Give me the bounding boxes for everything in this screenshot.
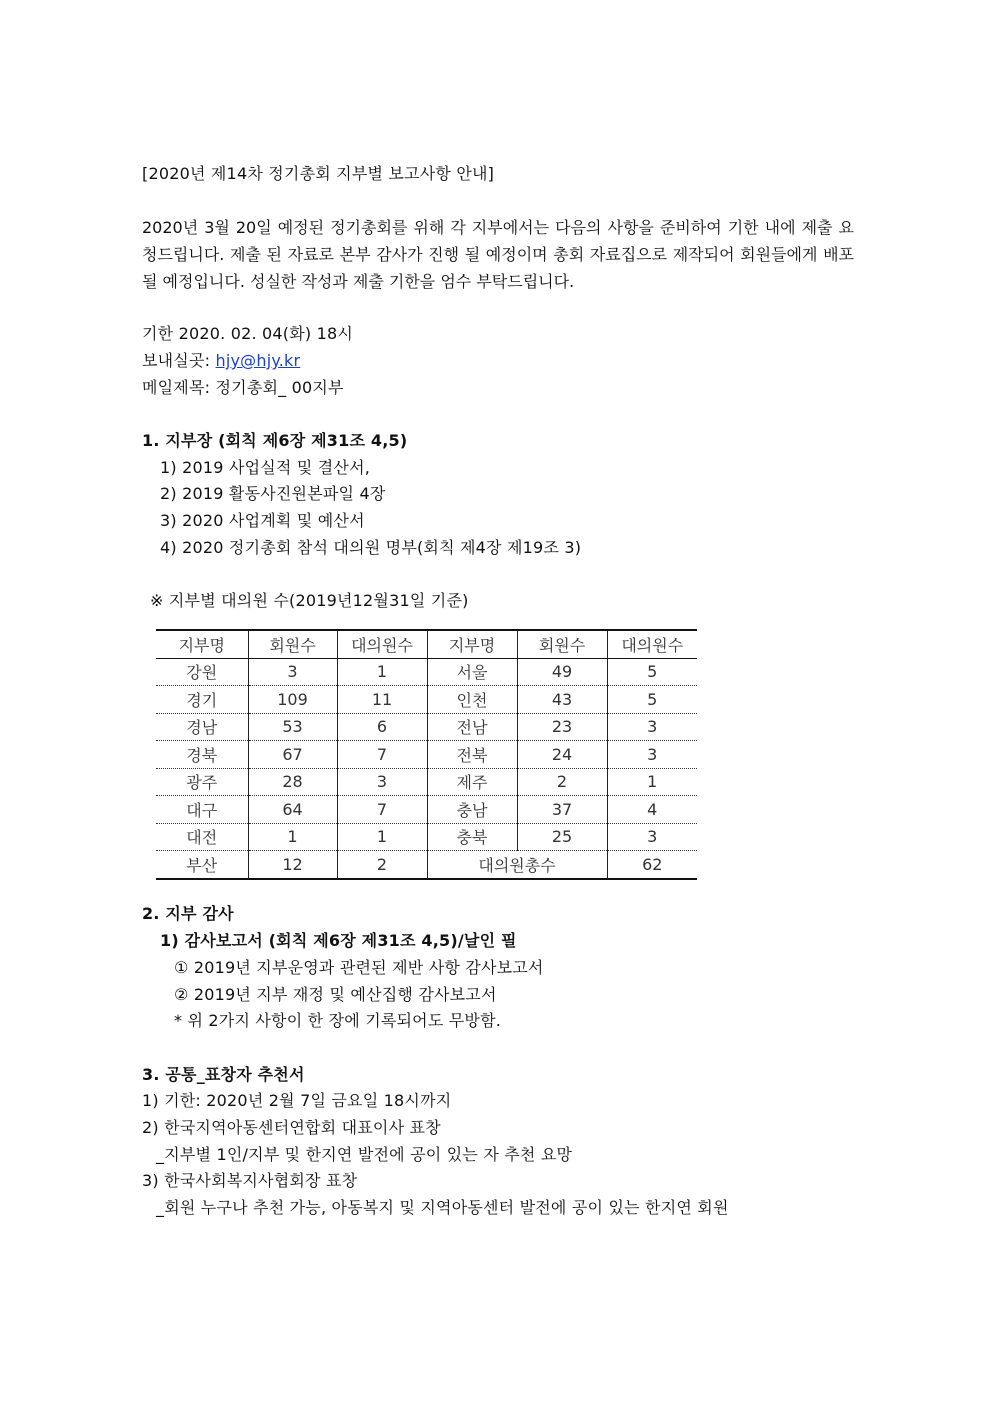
table-cell: 67 [248, 741, 337, 769]
section3-line: 1) 기한: 2020년 2월 7일 금요일 18시까지 [142, 1091, 452, 1110]
table-row [156, 658, 697, 686]
table-cell: 109 [248, 686, 337, 714]
header-cell: 회원수 [517, 630, 607, 658]
table-cell: 서울 [427, 658, 517, 686]
table-cell: 6 [337, 713, 427, 741]
table-cell: 1 [337, 823, 427, 851]
section2-item: ② 2019년 지부 재정 및 예산집행 감사보고서 [174, 985, 497, 1004]
table-total-row [156, 851, 697, 879]
header-cell: 대의원수 [607, 630, 697, 658]
header-cell: 지부명 [427, 630, 517, 658]
table-cell: 28 [248, 768, 337, 796]
table-cell: 강원 [156, 658, 248, 686]
table-cell: 5 [607, 686, 697, 714]
mail-subject-text: 메일제목: 정기총회_ 00지부 [142, 378, 344, 397]
section3-line: 2) 한국지역아동센터연합회 대표이사 표창 [142, 1118, 441, 1137]
section1-item: 2) 2019 활동사진원본파일 4장 [160, 484, 386, 503]
table-cell: 24 [517, 741, 607, 769]
table-cell: 충북 [427, 823, 517, 851]
table-cell: 전북 [427, 741, 517, 769]
table-row [156, 768, 697, 796]
table-cell: 부산 [156, 851, 248, 879]
table-row [156, 686, 697, 714]
section1-item: 3) 2020 사업계획 및 예산서 [160, 511, 365, 530]
send-to-label: 보내실곳: [142, 351, 216, 370]
table-cell: 광주 [156, 768, 248, 796]
table-cell: 충남 [427, 796, 517, 824]
table-cell: 전남 [427, 713, 517, 741]
table-row [156, 741, 697, 769]
table-cell: 제주 [427, 768, 517, 796]
table-cell: 53 [248, 713, 337, 741]
table-cell: 7 [337, 741, 427, 769]
table-cell: 3 [607, 741, 697, 769]
table-cell: 1 [248, 823, 337, 851]
table-cell: 43 [517, 686, 607, 714]
table-cell: 3 [607, 823, 697, 851]
intro-paragraph: 2020년 3월 20일 예정된 정기총회를 위해 각 지부에서는 다음의 사항을 준비하여 기한 내에 제출 요청드립니다. 제출 된 자료로 본부 감사가 진행 될 예정이며 총회 자료집으로 제작되어 회원들에게 배포될 예정입니다. 성실한 작성과 제출 기한을 엄수 부탁드립니다. [142, 218, 854, 291]
send-to-line [142, 351, 300, 371]
table-cell: 11 [337, 686, 427, 714]
table-cell: 5 [607, 658, 697, 686]
table-cell: 1 [337, 658, 427, 686]
document-title: [2020년 제14차 정기총회 지부별 보고사항 안내] [142, 164, 495, 183]
table-cell: 25 [517, 823, 607, 851]
delegates-table [156, 629, 697, 880]
total-label-cell: 대의원총수 [427, 851, 607, 879]
section1-heading: 1. 지부장 (회칙 제6장 제31조 4,5) [142, 431, 408, 450]
section1-item: 1) 2019 사업실적 및 결산서, [160, 458, 371, 477]
table-cell: 경북 [156, 741, 248, 769]
header-cell: 회원수 [248, 630, 337, 658]
table-header-row [156, 630, 697, 658]
section2-item: ① 2019년 지부운영과 관련된 제반 사항 감사보고서 [174, 958, 544, 977]
table-row [156, 713, 697, 741]
section3-line: 3) 한국사회복지사협회장 표창 [142, 1171, 358, 1190]
email-link[interactable]: hjy@hjy.kr [215, 351, 301, 370]
total-value-cell: 62 [607, 851, 697, 879]
section3-heading: 3. 공통_표창자 추천서 [142, 1065, 305, 1084]
header-cell: 지부명 [156, 630, 248, 658]
table-cell: 12 [248, 851, 337, 879]
table-cell: 37 [517, 796, 607, 824]
delegates-note: ※ 지부별 대의원 수(2019년12월31일 기준) [150, 591, 469, 610]
deadline-text: 기한 2020. 02. 04(화) 18시 [142, 324, 354, 343]
table-cell: 대구 [156, 796, 248, 824]
table-cell: 경남 [156, 713, 248, 741]
table-cell: 64 [248, 796, 337, 824]
table-cell: 2 [337, 851, 427, 879]
table-cell: 4 [607, 796, 697, 824]
table-cell: 3 [337, 768, 427, 796]
table-cell: 인천 [427, 686, 517, 714]
table-cell: 23 [517, 713, 607, 741]
header-cell: 대의원수 [337, 630, 427, 658]
table-cell: 대전 [156, 823, 248, 851]
table-cell: 3 [248, 658, 337, 686]
section2-note: * 위 2가지 사항이 한 장에 기록되어도 무방함. [174, 1011, 502, 1030]
table-cell: 49 [517, 658, 607, 686]
section2-subheading: 1) 감사보고서 (회칙 제6장 제31조 4,5)/날인 필 [160, 931, 517, 950]
table-row [156, 796, 697, 824]
section3-line: _회원 누구나 추천 가능, 아동복지 및 지역아동센터 발전에 공이 있는 한지연 회원 [156, 1198, 729, 1217]
table-cell: 3 [607, 713, 697, 741]
section2-heading: 2. 지부 감사 [142, 904, 234, 923]
table-cell: 7 [337, 796, 427, 824]
section3-line: _지부별 1인/지부 및 한지연 발전에 공이 있는 자 추천 요망 [156, 1145, 573, 1164]
section1-item: 4) 2020 정기총회 참석 대의원 명부(회칙 제4장 제19조 3) [160, 538, 582, 557]
table-cell: 2 [517, 768, 607, 796]
table-row [156, 823, 697, 851]
table-cell: 경기 [156, 686, 248, 714]
table-cell: 1 [607, 768, 697, 796]
